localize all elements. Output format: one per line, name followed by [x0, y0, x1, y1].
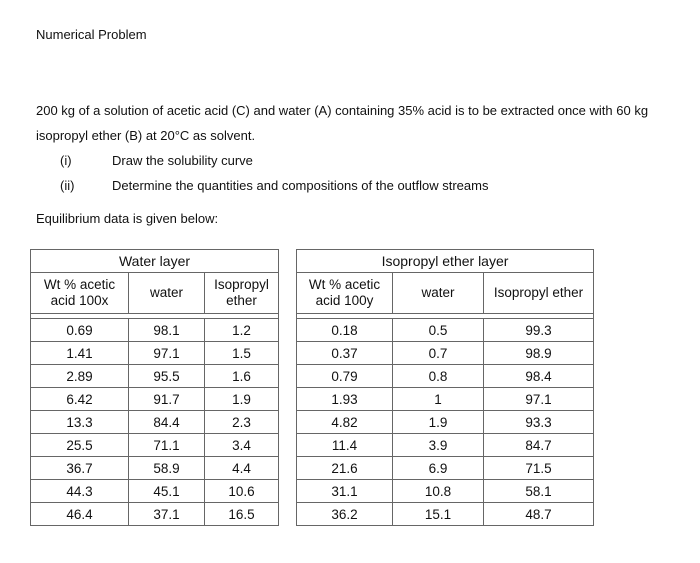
column-header: Isopropyl ether [484, 273, 594, 314]
column-header: Isopropyl ether [205, 273, 279, 314]
table-cell: 16.5 [205, 503, 279, 526]
problem-item [36, 173, 692, 198]
table-cell: 15.1 [393, 503, 484, 526]
table-row [297, 434, 594, 457]
table-cell: 2.89 [31, 365, 129, 388]
problem-item-text: Draw the solubility curve [112, 153, 253, 168]
table-cell: 25.5 [31, 434, 129, 457]
table-cell: 98.9 [484, 342, 594, 365]
table-cell: 10.8 [393, 480, 484, 503]
table-cell: 1 [393, 388, 484, 411]
table-cell: 3.9 [393, 434, 484, 457]
table-row [297, 319, 594, 342]
table-cell: 1.6 [205, 365, 279, 388]
table-cell: 13.3 [31, 411, 129, 434]
table-cell: 98.4 [484, 365, 594, 388]
table-cell: 93.3 [484, 411, 594, 434]
table-cell: 36.2 [297, 503, 393, 526]
table-cell: 4.82 [297, 411, 393, 434]
table-row [297, 388, 594, 411]
table-row [297, 457, 594, 480]
column-header: Wt % acetic acid 100y [297, 273, 393, 314]
table-cell: 0.5 [393, 319, 484, 342]
table-cell: 97.1 [484, 388, 594, 411]
table-cell: 48.7 [484, 503, 594, 526]
table-cell: 58.1 [484, 480, 594, 503]
table-cell: 0.79 [297, 365, 393, 388]
table-cell: 1.41 [31, 342, 129, 365]
table-cell: 99.3 [484, 319, 594, 342]
problem-statement: 200 kg of a solution of acetic acid (C) and water (A) containing 35% acid is to be extracted once with 60 kg isopropyl ether (B) at 20°C as solvent. [36, 103, 649, 143]
table-cell: 6.9 [393, 457, 484, 480]
problem-item-text: Determine the quantities and compositions of the outflow streams [112, 178, 489, 193]
column-header: water [129, 273, 205, 314]
ether-layer-table [296, 249, 594, 526]
page-heading: Numerical Problem [36, 27, 147, 42]
table-cell: 36.7 [31, 457, 129, 480]
table-cell: 11.4 [297, 434, 393, 457]
table-row [31, 342, 279, 365]
table-cell: 4.4 [205, 457, 279, 480]
table-cell: 1.93 [297, 388, 393, 411]
table-cell: 45.1 [129, 480, 205, 503]
table-cell: 3.4 [205, 434, 279, 457]
problem-item-number: (ii) [60, 178, 75, 193]
column-header: Wt % acetic acid 100x [31, 273, 129, 314]
table-cell: 0.37 [297, 342, 393, 365]
table-cell: 71.5 [484, 457, 594, 480]
table-row [31, 411, 279, 434]
table-row [297, 365, 594, 388]
table-cell: 1.2 [205, 319, 279, 342]
column-header: water [393, 273, 484, 314]
table-row [31, 388, 279, 411]
table-cell: 1.9 [393, 411, 484, 434]
table-cell: 97.1 [129, 342, 205, 365]
table-row [31, 480, 279, 503]
equilibrium-intro: Equilibrium data is given below: [36, 211, 219, 226]
table-cell: 10.6 [205, 480, 279, 503]
water-layer-table [30, 249, 279, 526]
table-cell: 98.1 [129, 319, 205, 342]
table-title: Water layer [31, 250, 279, 273]
table-cell: 0.8 [393, 365, 484, 388]
table-cell: 2.3 [205, 411, 279, 434]
problem-item [36, 148, 692, 173]
table-row [297, 342, 594, 365]
table-cell: 21.6 [297, 457, 393, 480]
table-row [297, 503, 594, 526]
table-cell: 31.1 [297, 480, 393, 503]
table-cell: 37.1 [129, 503, 205, 526]
table-cell: 6.42 [31, 388, 129, 411]
table-row [297, 411, 594, 434]
table-cell: 71.1 [129, 434, 205, 457]
table-cell: 1.5 [205, 342, 279, 365]
table-cell: 91.7 [129, 388, 205, 411]
table-cell: 58.9 [129, 457, 205, 480]
table-cell: 46.4 [31, 503, 129, 526]
table-cell: 44.3 [31, 480, 129, 503]
table-cell: 0.69 [31, 319, 129, 342]
table-cell: 84.4 [129, 411, 205, 434]
table-row [31, 319, 279, 342]
table-row [31, 434, 279, 457]
table-cell: 1.9 [205, 388, 279, 411]
table-cell: 95.5 [129, 365, 205, 388]
problem-statement-block [36, 98, 692, 198]
table-row [31, 365, 279, 388]
table-cell: 0.7 [393, 342, 484, 365]
table-row [31, 457, 279, 480]
table-row [297, 480, 594, 503]
table-cell: 84.7 [484, 434, 594, 457]
table-cell: 0.18 [297, 319, 393, 342]
problem-item-number: (i) [60, 153, 72, 168]
table-row [31, 503, 279, 526]
table-title: Isopropyl ether layer [297, 250, 594, 273]
